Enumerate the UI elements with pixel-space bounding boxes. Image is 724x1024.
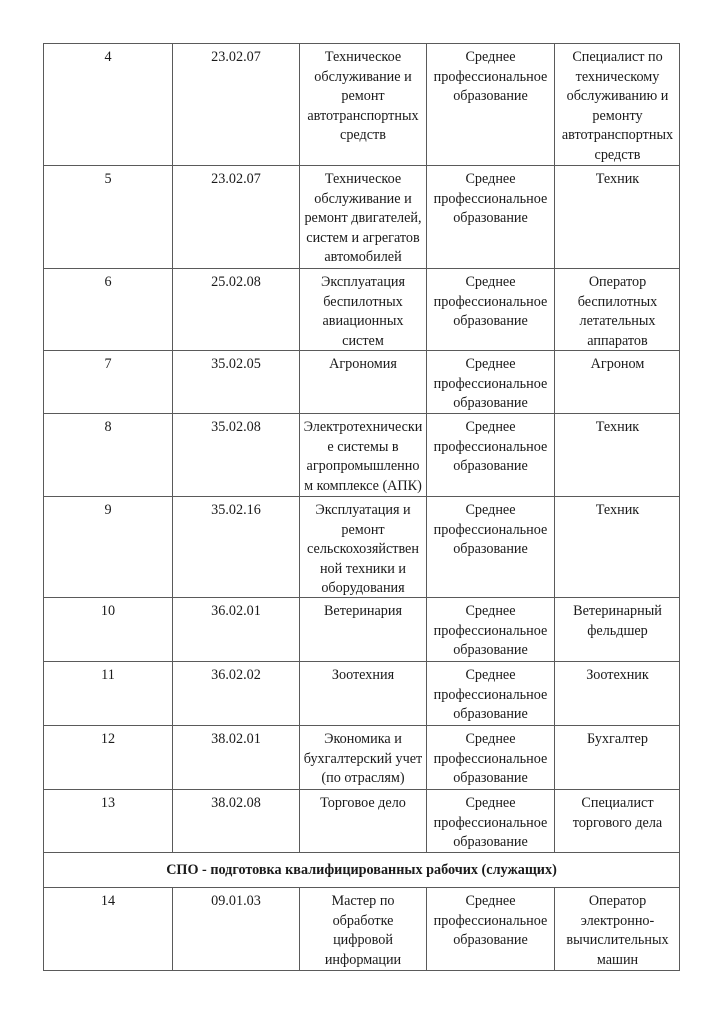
qualification-cell	[554, 414, 680, 496]
cell-text-line: обслуживание и	[314, 68, 412, 85]
cell-text-line: образование	[453, 834, 528, 850]
cell-text-line: систем	[342, 332, 384, 349]
section-header-text: СПО - подготовка квалифицированных рабочих (служащих)	[166, 862, 557, 878]
specialty-code-cell: 38.02.01	[172, 726, 299, 789]
cell-text-line: Среднее	[465, 731, 516, 747]
table-row	[43, 887, 680, 971]
cell-text-line: машин	[596, 951, 639, 968]
qualification-cell	[554, 497, 680, 597]
row-number-cell: 5	[104, 171, 112, 187]
cell-text-line: Техник	[595, 502, 640, 518]
cell-text-line: Агрономия	[329, 356, 397, 372]
cell-text-line: образование	[453, 313, 528, 329]
specialty-name-cell	[299, 44, 426, 165]
education-level-cell	[426, 351, 554, 413]
cell-text-line: образование	[453, 642, 528, 658]
education-level-cell	[426, 166, 554, 268]
cell-text-line: ремонт	[341, 521, 385, 538]
cell-text-line: цифровой	[333, 932, 393, 948]
row-number-cell: 6	[104, 274, 112, 290]
section-header-row	[43, 852, 680, 887]
cell-text-line: образование	[453, 210, 528, 226]
table-row	[43, 165, 680, 268]
education-level-cell	[426, 44, 554, 165]
cell-text-line: беспилотных	[577, 293, 658, 310]
specialty-name-cell	[299, 497, 426, 597]
cell-text-line: беспилотных	[323, 293, 403, 310]
cell-text-line: ремонт	[341, 88, 385, 104]
specialty-name-cell	[299, 598, 426, 661]
cell-text-line: профессиональное	[433, 814, 548, 831]
education-level-cell	[426, 888, 554, 970]
cell-text-line: Торговое дело	[320, 795, 406, 811]
education-level-cell	[426, 414, 554, 496]
qualification-cell	[554, 44, 680, 165]
cell-text-line: Техническое	[324, 171, 402, 187]
education-level-cell	[426, 269, 554, 350]
qualification-cell	[554, 351, 680, 413]
cell-text-line: Техническое	[324, 49, 402, 65]
cell-text-line: техническому	[575, 68, 660, 85]
row-number-cell: 9	[104, 502, 112, 518]
cell-text-line: профессиональное	[433, 686, 548, 703]
cell-text-line: Среднее	[465, 893, 516, 909]
cell-text-line: фельдшер	[587, 622, 648, 639]
specialty-name-cell	[299, 726, 426, 789]
specialty-code-cell: 35.02.08	[172, 414, 299, 496]
cell-text-line: ной техники и	[319, 560, 407, 577]
cell-text-line: ремонту	[592, 107, 643, 124]
table-row	[43, 43, 680, 165]
cell-text-line: профессиональное	[433, 750, 548, 767]
table-row	[43, 725, 680, 789]
cell-text-line: Среднее	[465, 419, 516, 435]
cell-text-line: вычислительных	[566, 932, 669, 948]
cell-text-line: м комплексе (АПК)	[304, 477, 422, 494]
specialty-name-cell	[299, 414, 426, 496]
cell-text-line: систем и агрегатов	[306, 229, 420, 246]
cell-text-line: Среднее	[465, 795, 516, 811]
table-row	[43, 268, 680, 350]
cell-text-line: Оператор	[588, 893, 647, 909]
cell-text-line: оборудования	[321, 580, 405, 596]
cell-text-line: летательных	[579, 313, 656, 329]
table-row	[43, 661, 680, 725]
row-number-cell: 11	[101, 667, 115, 683]
education-level-cell	[426, 662, 554, 725]
cell-text-line: образование	[453, 541, 528, 557]
specialty-name-cell	[299, 888, 426, 970]
row-number-cell: 13	[100, 795, 116, 811]
qualification-cell	[554, 662, 680, 725]
specialty-code-cell: 23.02.07	[172, 44, 299, 165]
table-row	[43, 496, 680, 597]
cell-text-line: образование	[453, 395, 528, 411]
specialty-code-cell: 35.02.16	[172, 497, 299, 597]
cell-text-line: Ветеринария	[323, 603, 403, 619]
cell-text-line: Бухгалтер	[587, 731, 648, 747]
row-number-cell: 10	[100, 603, 116, 619]
qualification-cell	[554, 598, 680, 661]
education-level-cell	[426, 598, 554, 661]
cell-text-line: обработке	[332, 912, 394, 929]
specialty-code-cell: 38.02.08	[172, 790, 299, 852]
education-level-cell	[426, 726, 554, 789]
cell-text-line: авиационных	[322, 313, 404, 329]
specialty-code-cell: 25.02.08	[172, 269, 299, 350]
cell-text-line: профессиональное	[433, 912, 548, 929]
specialty-name-cell	[299, 790, 426, 852]
specialty-code-cell: 23.02.07	[172, 166, 299, 268]
cell-text-line: сельскохозяйствен	[307, 541, 419, 557]
cell-text-line: Оператор	[588, 274, 647, 290]
education-level-cell	[426, 790, 554, 852]
qualification-cell	[554, 269, 680, 350]
education-level-cell	[426, 497, 554, 597]
cell-text-line: автомобилей	[324, 249, 402, 265]
row-number-cell: 4	[104, 49, 112, 65]
cell-text-line: Среднее	[465, 603, 516, 619]
cell-text-line: профессиональное	[433, 622, 548, 639]
cell-text-line: образование	[453, 88, 528, 104]
cell-text-line: Зоотехния	[331, 667, 395, 683]
cell-text-line: профессиональное	[433, 375, 548, 392]
cell-text-line: Мастер по	[331, 893, 395, 909]
specialty-name-cell	[299, 351, 426, 413]
cell-text-line: торгового дела	[572, 814, 663, 831]
specialty-name-cell	[299, 166, 426, 268]
cell-text-line: Агроном	[590, 356, 645, 372]
qualification-cell	[554, 888, 680, 970]
cell-text-line: аппаратов	[587, 332, 648, 349]
cell-text-line: образование	[453, 932, 528, 948]
cell-text-line: автотранспортных	[561, 127, 674, 143]
row-number-cell: 14	[100, 893, 116, 909]
cell-text-line: обслуживание и	[314, 190, 412, 207]
cell-text-line: Среднее	[465, 49, 516, 65]
cell-text-line: Специалист по	[572, 49, 663, 65]
cell-text-line: е системы в	[327, 438, 399, 455]
cell-text-line: профессиональное	[433, 68, 548, 85]
cell-text-line: образование	[453, 770, 528, 786]
cell-text-line: Электротехнически	[303, 419, 423, 435]
cell-text-line: автотранспортных	[307, 107, 419, 124]
cell-text-line: ремонт двигателей,	[304, 210, 422, 226]
specialty-code-cell: 09.01.03	[172, 888, 299, 970]
cell-text-line: Ветеринарный	[573, 603, 662, 619]
cell-text-line: Эксплуатация и	[315, 502, 411, 518]
cell-text-line: Среднее	[465, 356, 516, 372]
cell-text-line: Специалист	[581, 795, 654, 811]
row-number-cell: 12	[100, 731, 116, 747]
cell-text-line: агропромышленно	[306, 458, 420, 474]
cell-text-line: образование	[453, 458, 528, 474]
row-number-cell: 8	[104, 419, 112, 435]
cell-text-line: бухгалтерский учет	[303, 750, 423, 767]
cell-text-line: средств	[594, 146, 641, 163]
cell-text-line: Техник	[595, 419, 640, 435]
specialty-code-cell: 35.02.05	[172, 351, 299, 413]
cell-text-line: Экономика и	[324, 731, 402, 747]
cell-text-line: Среднее	[465, 502, 516, 518]
row-number-cell: 7	[104, 356, 112, 372]
cell-text-line: обслуживанию и	[566, 88, 669, 104]
cell-text-line: профессиональное	[433, 438, 548, 455]
cell-text-line: электронно-	[580, 912, 655, 929]
specialty-name-cell	[299, 662, 426, 725]
table-row	[43, 350, 680, 413]
qualification-cell	[554, 166, 680, 268]
cell-text-line: (по отраслям)	[321, 770, 405, 786]
table-row	[43, 597, 680, 661]
cell-text-line: образование	[453, 706, 528, 722]
qualification-cell	[554, 726, 680, 789]
cell-text-line: средств	[340, 127, 386, 143]
cell-text-line: профессиональное	[433, 190, 548, 207]
cell-text-line: Эксплуатация	[320, 274, 406, 290]
specialty-code-cell: 36.02.01	[172, 598, 299, 661]
cell-text-line: Техник	[595, 171, 640, 187]
cell-text-line: информации	[324, 951, 402, 968]
table-row	[43, 413, 680, 496]
table-row	[43, 789, 680, 852]
cell-text-line: Зоотехник	[586, 667, 649, 683]
cell-text-line: Среднее	[465, 274, 516, 290]
specialty-name-cell	[299, 269, 426, 350]
cell-text-line: Среднее	[465, 171, 516, 187]
qualification-cell	[554, 790, 680, 852]
cell-text-line: профессиональное	[433, 521, 548, 538]
cell-text-line: профессиональное	[433, 293, 548, 310]
cell-text-line: Среднее	[465, 667, 516, 683]
specialty-code-cell: 36.02.02	[172, 662, 299, 725]
